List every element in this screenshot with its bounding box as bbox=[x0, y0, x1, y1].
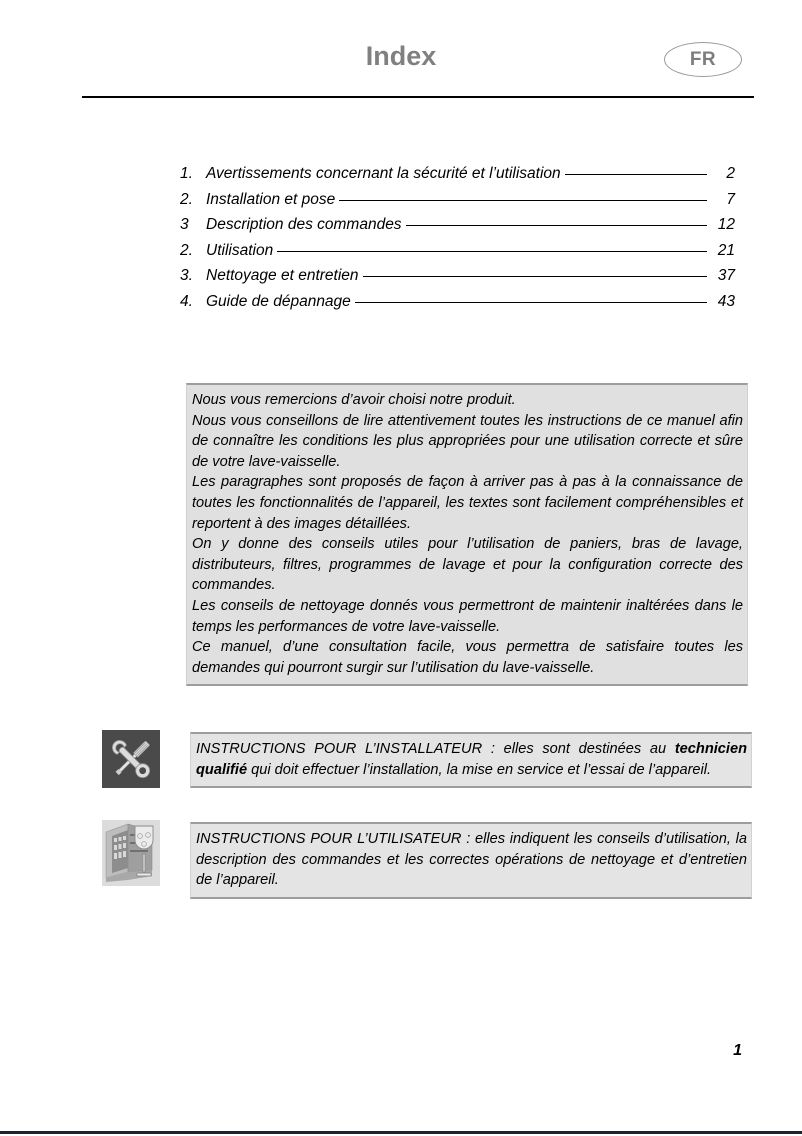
toc-entry-page: 37 bbox=[717, 267, 735, 284]
page-title: Index bbox=[365, 41, 437, 71]
toc-entry[interactable] bbox=[180, 293, 735, 319]
toc-entry-page: 2 bbox=[726, 165, 735, 182]
toc-entry-label: Installation et pose bbox=[206, 190, 336, 208]
toc-entry-label: Description des commandes bbox=[206, 216, 402, 233]
toc-entry[interactable] bbox=[180, 242, 735, 268]
header-divider bbox=[82, 96, 754, 98]
toc-entry[interactable] bbox=[180, 191, 735, 217]
toc-entry-page: 12 bbox=[717, 216, 735, 233]
intro-paragraph: Nous vous remercions d’avoir choisi notre produit. bbox=[192, 392, 516, 408]
toc-entry-number: 2. bbox=[180, 190, 193, 208]
intro-paragraph: On y donne des conseils utiles pour l’utilisation de paniers, bras de lavage, distributeurs, filtres, programmes de lavage et pour la configuration correcte des commandes. bbox=[192, 536, 743, 594]
intro-paragraph: Les paragraphes sont proposés de façon à arriver pas à pas à la connaissance de toutes les fonctionnalités de l’appareil, les textes sont facilement compréhensibles et reportent à des images détaillées. bbox=[192, 474, 743, 532]
toc-leader-line bbox=[406, 225, 707, 226]
toc-entry[interactable] bbox=[180, 267, 735, 293]
toc-entry-number: 1. bbox=[180, 165, 193, 182]
intro-paragraph: Ce manuel, d’une consultation facile, vous permettra de satisfaire toutes les demandes qui pourront surgir sur l’utilisation du lave-vaisselle. bbox=[192, 639, 743, 676]
installer-instructions-text bbox=[190, 732, 752, 788]
toc-leader-line bbox=[565, 174, 707, 175]
language-badge bbox=[664, 42, 742, 77]
toc-entry-label: Utilisation bbox=[206, 241, 274, 259]
user-instructions-paragraph: INSTRUCTIONS POUR L’UTILISATEUR : elles indiquent les conseils d’utilisation, la description des commandes et les correctes opérations de nettoyage et d’entretien de l’appareil. bbox=[196, 831, 747, 889]
toc-leader-line bbox=[363, 276, 707, 277]
installer-text-tail: qui doit effectuer l’installation, la mise en service et l’essai de l’appareil. bbox=[247, 761, 712, 778]
page-bottom-rule bbox=[0, 1131, 802, 1134]
installer-text-lead: INSTRUCTIONS POUR L’INSTALLATEUR : elles sont destinées au bbox=[196, 741, 675, 757]
page-number: 1 bbox=[733, 1042, 742, 1059]
toc-entry-page: 43 bbox=[717, 292, 735, 310]
toc-leader-line bbox=[339, 200, 707, 201]
table-of-contents bbox=[180, 165, 735, 318]
toc-entry-number: 3 bbox=[180, 216, 189, 233]
page-header bbox=[0, 0, 802, 100]
toc-entry-label: Avertissements concernant la sécurité et l’utilisation bbox=[206, 165, 561, 182]
toc-entry[interactable] bbox=[180, 216, 735, 242]
toc-leader-line bbox=[277, 251, 707, 252]
installer-instructions-block bbox=[102, 730, 750, 792]
intro-paragraph: Les conseils de nettoyage donnés vous permettront de maintenir inaltérées dans le temps les performances de votre lave-vaisselle. bbox=[192, 597, 743, 635]
toc-entry-page: 7 bbox=[726, 190, 735, 208]
toc-entry-label: Guide de dépannage bbox=[206, 292, 351, 310]
user-instructions-block bbox=[102, 820, 750, 890]
intro-paragraph: Nous vous conseillons de lire attentivement toutes les instructions de ce manuel afin de connaître les conditions les plus appropriées pour une utilisation correcte et sûre de votre lave-vaisselle. bbox=[192, 412, 743, 470]
toc-entry[interactable] bbox=[180, 165, 735, 191]
dishwasher-glass-icon bbox=[102, 820, 160, 886]
introduction-box bbox=[186, 383, 748, 686]
user-instructions-text bbox=[190, 822, 752, 899]
toc-entry-number: 2. bbox=[180, 241, 193, 259]
toc-leader-line bbox=[355, 302, 707, 303]
toc-entry-page: 21 bbox=[717, 241, 735, 259]
language-badge-label: FR bbox=[689, 49, 717, 70]
installer-instructions-paragraph bbox=[196, 739, 747, 780]
toc-entry-label: Nettoyage et entretien bbox=[206, 267, 359, 284]
installer-text-emphasis: technicien qualifié bbox=[196, 741, 747, 778]
toc-entry-number: 4. bbox=[180, 292, 193, 310]
tools-wrench-screwdriver-icon bbox=[102, 730, 160, 788]
toc-entry-number: 3. bbox=[180, 267, 193, 284]
